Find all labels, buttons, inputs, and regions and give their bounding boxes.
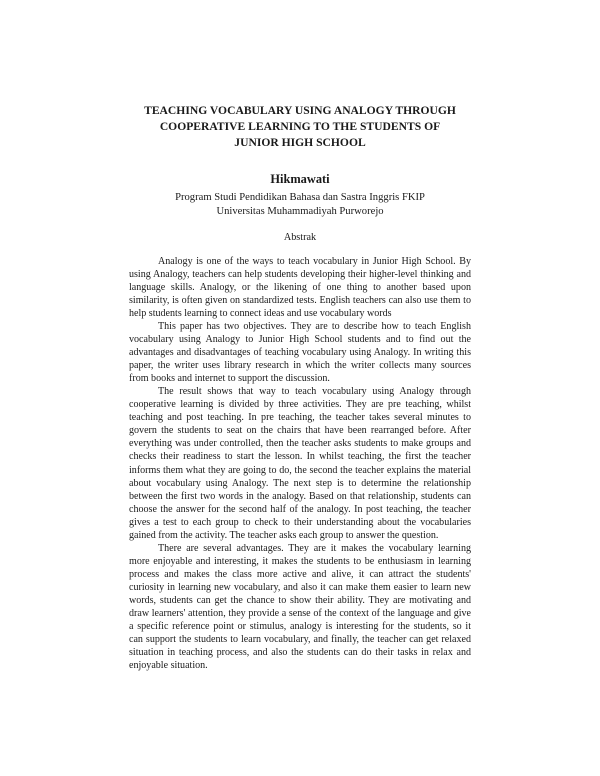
abstract-paragraph: The result shows that way to teach vocabulary using Analogy through cooperative learning is divided by three activities. They are pre teaching, whilst teaching and post teaching. In pre teaching, the teacher takes several minutes to govern the students to seat on the chairs that have been rearranged before. After everything was under controlled, then the teacher asks students to make groups and checks their readiness to start the lesson. In whilst teaching, the first the teacher informs them what they are going to do, the second the teacher explains the material about vocabulary using Analogy. The next step is to determine the relationship between the first two words in the analogy. Based on that relationship, students can choose the answer for the second half of the analogy. In post teaching, the teacher gives a test to each group to check to their understanding about the vocabularies gained from the activity. The teacher asks each group to answer the question.	[129, 386, 471, 541]
paper-title-line: TEACHING VOCABULARY USING ANALOGY THROUGH	[144, 104, 456, 117]
author-name: Hikmawati	[270, 172, 330, 186]
abstract-body	[129, 255, 471, 672]
abstract-paragraph: This paper has two objectives. They are to describe how to teach English vocabulary using Analogy to Junior High School students and to find out the advantages and disadvantages of teaching vocabulary using Analogy. In writing this paper, the writer uses library research in which the writer collects many sources from books and internet to support the discussion.	[129, 321, 471, 385]
paper-title	[100, 103, 500, 151]
paper-title-line: COOPERATIVE LEARNING TO THE STUDENTS OF	[159, 120, 441, 133]
affiliation-line: Universitas Muhammadiyah Purworejo	[216, 206, 384, 217]
abstract-paragraph: Analogy is one of the ways to teach vocabulary in Junior High School. By using Analogy, teachers can help students developing their higher-level thinking and language skills. Analogy, or the likening of one thing to another based upon similarity, is often given on standardized tests. English teachers can also use them to help students learning to connect ideas and use vocabulary words	[129, 256, 471, 320]
abstract-paragraph: There are several advantages. They are it makes the vocabulary learning more enjoyable and interesting, it makes the students to be enthusiasm in learning process and makes the class more active and alive, it can attract the students' curiosity in learning new vocabulary, and also it can make them easier to learn new words, students can get the chance to show their ability. They are motivating and draw learners' attention, they provide a sense of the context of the language and give a specific reference point or stimulus, analogy is interesting for the students, so it can support the students to learn vocabulary, and finally, the teacher can get relaxed situation in teaching process, and also the students can do their tasks in relax and enjoyable situation.	[129, 542, 471, 671]
abstract-heading: Abstrak	[283, 232, 317, 243]
affiliation-line: Program Studi Pendidikan Bahasa dan Sastra Inggris FKIP	[175, 192, 425, 203]
paper-title-line: JUNIOR HIGH SCHOOL	[234, 136, 366, 149]
author-affiliation	[100, 191, 500, 219]
